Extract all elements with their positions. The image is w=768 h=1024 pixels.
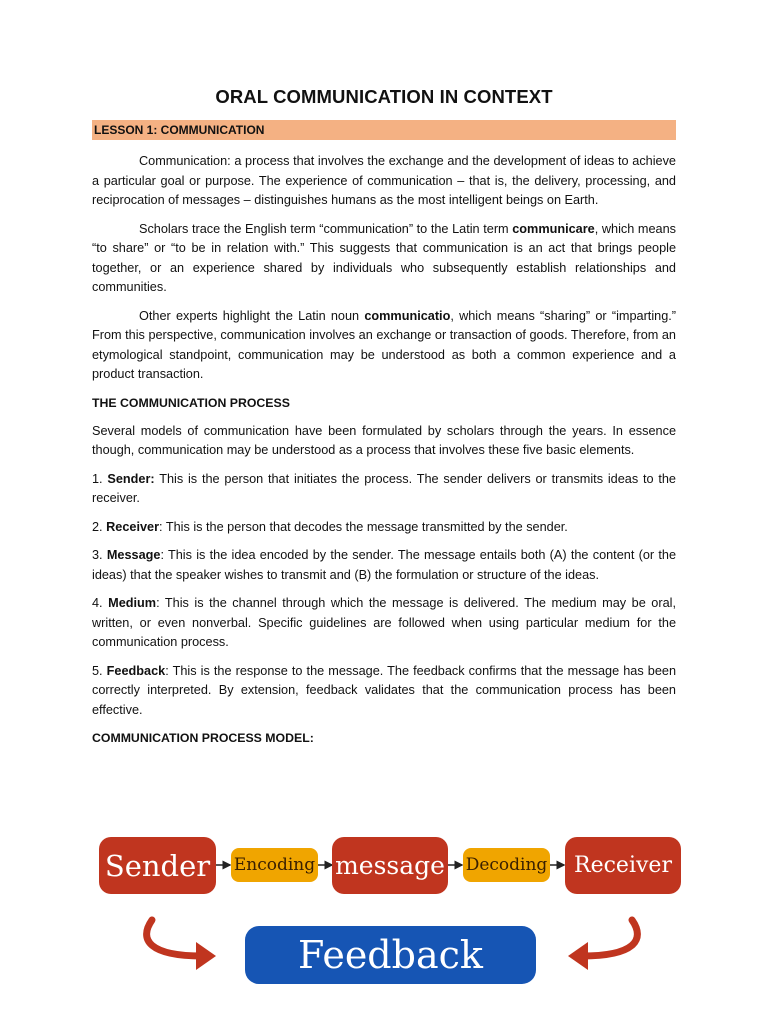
paragraph-communicatio (92, 307, 676, 385)
section-heading-model: COMMUNICATION PROCESS MODEL: (92, 731, 314, 745)
term-communicare: communicare (512, 221, 595, 236)
item-number: 5. (92, 663, 107, 678)
encoding-label: Encoding (233, 855, 316, 875)
item-number: 2. (92, 519, 107, 534)
paragraph-definition: Communication: a process that involves the exchange and the development of ideas to achieve a particular goal or purpose. The experience of communication – that is, the delivery, processing, and reciprocation of messages – distinguishes humans as the most intelligent beings on Earth. (92, 154, 676, 207)
item-term: Message (106, 548, 161, 562)
element-item-message (92, 546, 676, 585)
paragraph-process-intro: Several models of communication have been formulated by scholars through the years. In essence though, communication may be understood as a process that involves these five basic elements. (92, 423, 676, 457)
section-heading-process: THE COMMUNICATION PROCESS (92, 395, 290, 410)
item-number: 4. (92, 596, 109, 610)
element-item-receiver (92, 518, 676, 538)
item-term: Feedback (106, 663, 166, 678)
item-text: This is the person that initiates the process. The sender delivers or transmits ideas to the receiver. (92, 471, 676, 505)
item-text: : This is the person that decodes the message transmitted by the sender. (159, 519, 568, 534)
message-box (332, 837, 448, 894)
curved-arrow-right-icon (568, 920, 637, 970)
receiver-label: Receiver (574, 853, 672, 878)
item-number: 3. (92, 548, 107, 562)
element-item-feedback (92, 662, 676, 721)
item-term: Receiver (106, 519, 160, 534)
feedback-label: Feedback (298, 933, 483, 977)
item-text: : This is the response to the message. The feedback confirms that the message has been correctly interpreted. By extension, feedback validates that the communication process has been effective. (92, 663, 676, 717)
element-item-medium (92, 594, 676, 653)
text-run: , which means “sharing” or “imparting.” From this perspective, communication involves an exchange or transaction of goods. Therefore, from an etymological standpoint, communication may be understood as both a common experience and a product transaction. (92, 308, 677, 381)
sender-box (99, 837, 216, 894)
communication-process-diagram (0, 828, 768, 1008)
item-text: : This is the idea encoded by the sender. The message entails both (A) the content (or the ideas) that the speaker wishes to transmit and (B) the formulation or structure of the ideas. (92, 548, 676, 582)
term-communicatio: communicatio (364, 308, 451, 323)
lesson-heading: LESSON 1: COMMUNICATION (92, 120, 676, 140)
sender-label: Sender (104, 848, 211, 883)
receiver-box (565, 837, 681, 894)
text-run: , which means “to share” or “to be in relation with.” This suggests that communication is an act that brings people together, or an experience shared by individuals who subsequently establish relationships and communities. (92, 221, 677, 294)
item-number: 1. (92, 471, 108, 486)
decoding-label: Decoding (465, 855, 548, 875)
page-title: ORAL COMMUNICATION IN CONTEXT (215, 86, 553, 107)
feedback-box (245, 926, 536, 984)
text-run: Scholars trace the English term “communication” to the Latin term (139, 221, 513, 236)
paragraph-communicare (92, 220, 676, 298)
message-label: message (335, 851, 445, 880)
text-run: Other experts highlight the Latin noun (139, 308, 365, 323)
item-text: : This is the channel through which the message is delivered. The medium may be oral, written, or even nonverbal. Specific guidelines are followed when using particular medium for the communication process. (92, 596, 676, 649)
curved-arrow-left-icon (147, 920, 216, 970)
item-term: Sender: (107, 471, 155, 486)
element-item-sender (92, 470, 676, 509)
decoding-box (463, 848, 550, 882)
document-page (92, 86, 676, 757)
encoding-box (231, 848, 318, 882)
item-term: Medium (108, 596, 157, 610)
